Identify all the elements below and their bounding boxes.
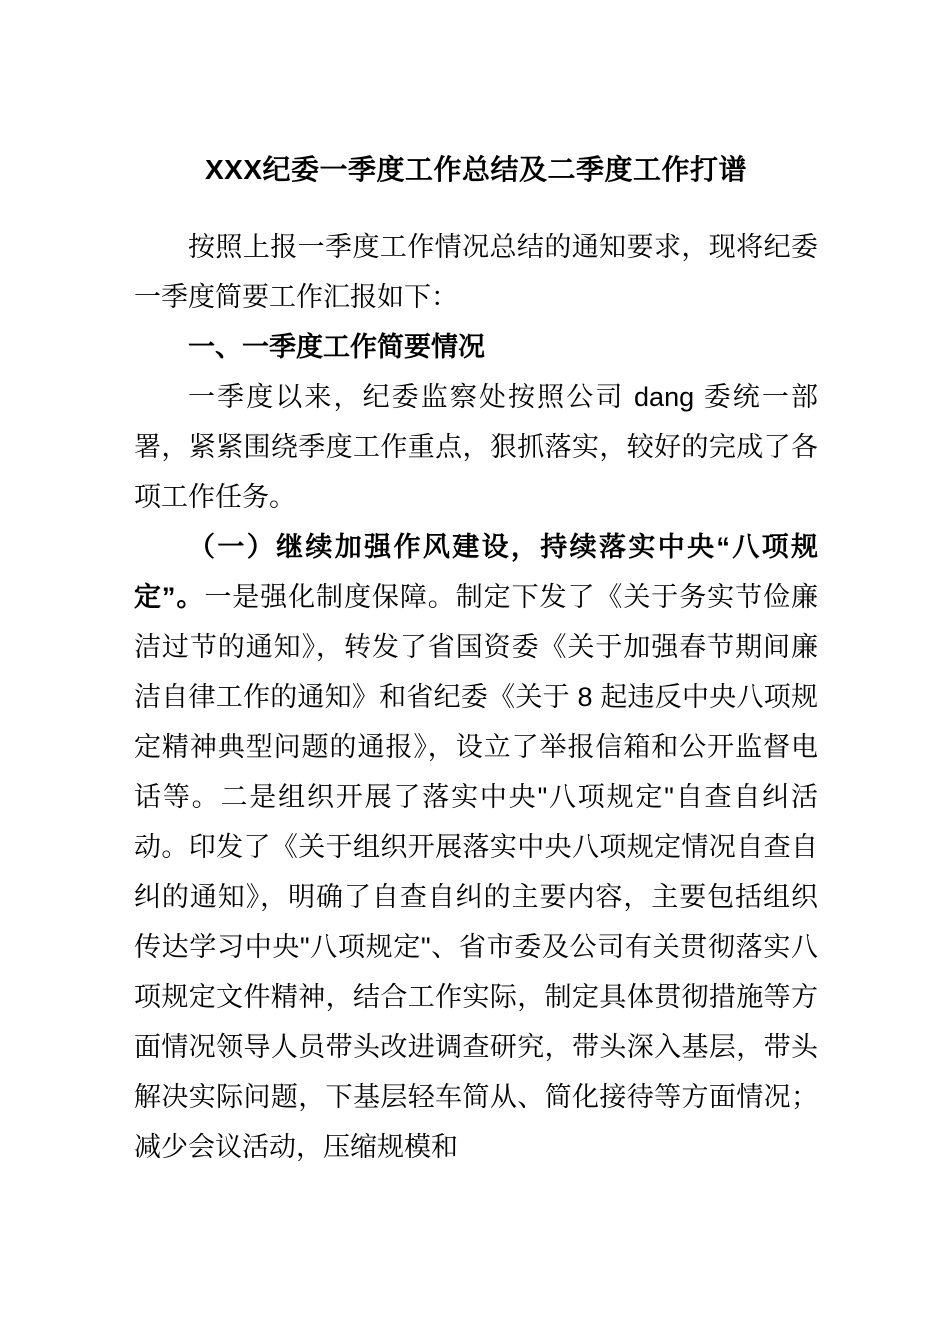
paragraph-section-one-body: 一季度以来，纪委监察处按照公司 dang 委统一部署，紧紧围绕季度工作重点，狠抓落实，较好的完成了各项工作任务。 xyxy=(134,382,818,512)
paragraph-intro: 按照上报一季度工作情况总结的通知要求，现将纪委一季度简要工作汇报如下： xyxy=(134,232,818,312)
section-heading-one xyxy=(134,322,818,372)
subsection-a-bold-lead: （一）继续加强作风建设，持续落实中央“八项规定”。 xyxy=(134,532,818,612)
section-heading-one-text: 一、一季度工作简要情况 xyxy=(188,332,485,362)
paragraph-subsection-a xyxy=(134,522,818,1172)
document-title: XXX纪委一季度工作总结及二季度工作打谱 xyxy=(204,154,748,185)
subsection-a-body: 一是强化制度保障。制定下发了《关于务实节俭廉洁过节的通知》，转发了省国资委《关于加强春节期间廉洁自律工作的通知》和省纪委《关于 8 起违反中央八项规定精神典型问题的通报》，设立了举报信箱和公开监督电话等。二是组织开展了落实中央"八项规定"自查自纠活动。印发了《关于组织开展落实中央八项规定情况自查自纠的通知》，明确了自查自纠的主要内容，主要包括组织传达学习中央"八项规定"、省市委及公司有关贯彻落实八项规定文件精神，结合工作实际，制定具体贯彻措施等方面情况领导人员带头改进调查研究，带头深入基层，带头解决实际问题，下基层轻车简从、简化接待等方面情况；减少会议活动，压缩规模和 xyxy=(134,582,818,1162)
document-body xyxy=(134,0,818,1172)
